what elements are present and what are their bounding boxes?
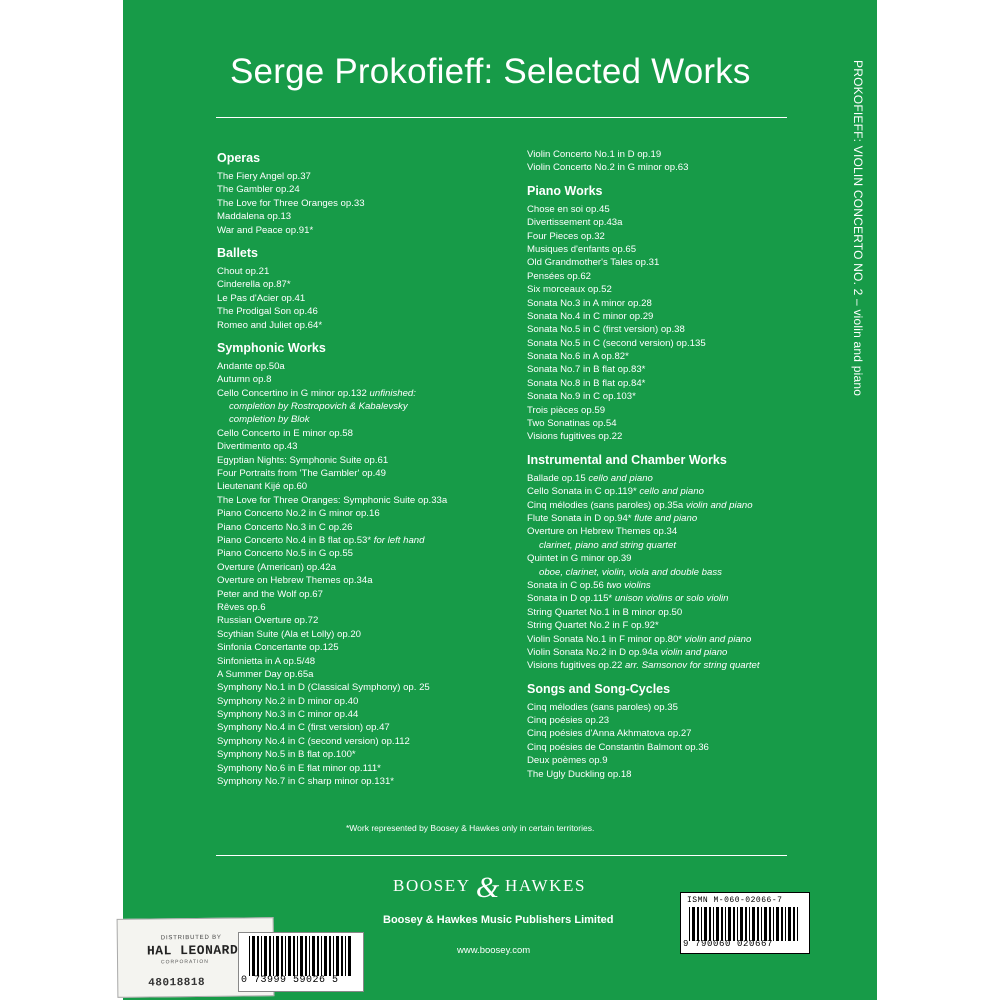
work-title: Flute Sonata in D op.94*: [527, 512, 632, 524]
work-item: [217, 197, 517, 210]
work-title: Musiques d'enfants op.65: [527, 243, 637, 255]
work-item: [217, 265, 517, 278]
barcode-bar: [740, 907, 743, 941]
barcode-bar: [692, 907, 695, 941]
distributed-by-label: DISTRIBUTED BY: [160, 934, 222, 942]
work-title: Cello Sonata in C op.119*: [527, 486, 637, 498]
work-title: Cinq poésies op.23: [527, 715, 610, 727]
work-list: [217, 170, 517, 237]
barcode-bar: [293, 936, 295, 976]
logo-ampersand: &: [475, 871, 500, 904]
barcode-bar: [297, 936, 298, 976]
work-title: Egyptian Nights: Symphonic Suite op.61: [217, 454, 389, 466]
work-item: [217, 601, 517, 614]
work-title: Romeo and Juliet op.64*: [217, 319, 323, 331]
work-item: [217, 588, 517, 601]
work-title: The Fiery Angel op.37: [217, 171, 311, 182]
work-title: Overture on Hebrew Themes op.34: [527, 526, 678, 538]
work-item: [217, 480, 517, 493]
cover-page: [123, 0, 877, 1000]
work-title: Symphony No.6 in E flat minor op.111*: [217, 762, 381, 774]
work-item: [217, 292, 517, 305]
ismn-code: ISMN M-060-02066-7: [687, 896, 783, 905]
work-item: [217, 775, 517, 788]
work-title: Symphony No.7 in C sharp minor op.131*: [217, 776, 395, 788]
work-title: Cinq poésies de Constantin Balmont op.36: [527, 741, 709, 753]
work-title: Le Pas d'Acier op.41: [217, 292, 306, 304]
barcode-bar: [721, 907, 723, 941]
barcode-bar: [725, 907, 726, 941]
right-column: [527, 148, 827, 789]
ismn-barcode-label: [680, 892, 810, 954]
work-item: [217, 547, 517, 560]
work-instrumentation: two violins: [603, 579, 651, 591]
work-item: [217, 305, 517, 318]
work-item: [217, 319, 517, 332]
work-title: Sonata No.8 in B flat op.84*: [527, 377, 646, 389]
barcode-bar: [264, 936, 267, 976]
work-title: Cello Concerto in E minor op.58: [217, 427, 353, 439]
work-title: Sonata No.6 in A op.82*: [527, 351, 629, 363]
distributor-number: 48018818: [148, 976, 206, 990]
barcode-bar: [269, 936, 271, 976]
work-item: [217, 224, 517, 237]
work-title: Autumn op.8: [217, 374, 272, 386]
distributor-name: HAL LEONARD: [146, 942, 239, 959]
barcode-bar: [776, 907, 779, 941]
work-item: [217, 440, 517, 453]
work-title: The Love for Three Oranges: Symphonic Suite op.33a: [217, 494, 448, 506]
barcode-bar: [697, 907, 699, 941]
barcode-bar: [709, 907, 711, 941]
work-item: [217, 427, 517, 440]
work-title: Four Pieces op.32: [527, 230, 605, 242]
work-title: Two Sonatinas op.54: [527, 418, 617, 430]
work-title: Sinfonia Concertante op.125: [217, 642, 339, 654]
work-title: The Love for Three Oranges op.33: [217, 197, 365, 209]
work-item: [527, 768, 827, 781]
work-instrumentation: flute and piano: [631, 512, 698, 524]
work-item: [217, 387, 517, 400]
barcode-bar: [309, 936, 310, 976]
work-title: War and Peace op.91*: [217, 224, 314, 236]
work-title: Symphony No.1 in D (Classical Symphony) op. 25: [217, 682, 430, 694]
work-item: [527, 701, 827, 714]
work-list: [217, 265, 517, 332]
work-title: Sonata No.4 in C minor op.29: [527, 310, 654, 322]
barcode-bar: [793, 907, 795, 941]
barcode-bar: [764, 907, 767, 941]
work-item: [217, 521, 517, 534]
work-title: Piano Concerto No.4 in B flat op.53*: [217, 534, 372, 546]
publisher-logo: [393, 871, 586, 905]
work-instrumentation: violin and piano: [682, 633, 752, 645]
website-url: www.boosey.com: [457, 945, 531, 956]
work-title: Cinq mélodies (sans paroles) op.35: [527, 701, 678, 713]
work-item: [527, 203, 827, 216]
work-item: [217, 413, 517, 426]
work-item: [527, 525, 827, 538]
work-title: Symphony No.4 in C (first version) op.47: [217, 722, 390, 734]
barcode-bar: [761, 907, 762, 941]
ismn-digits: 9 790060 020667: [683, 939, 774, 949]
work-instrumentation: violin and piano: [683, 499, 753, 511]
work-item: [217, 668, 517, 681]
publisher-name: Boosey & Hawkes Music Publishers Limited: [383, 914, 614, 926]
upc-barcode-label: [238, 932, 364, 992]
work-item: [527, 741, 827, 754]
work-item: [527, 659, 827, 672]
barcode-bar: [324, 936, 327, 976]
work-item: [527, 592, 827, 605]
work-item: [527, 646, 827, 659]
work-title: Russian Overture op.72: [217, 615, 319, 627]
work-title: Ballade op.15: [527, 472, 586, 484]
work-item: [527, 633, 827, 646]
work-title: The Prodigal Son op.46: [217, 306, 318, 318]
top-rule: [216, 117, 787, 118]
barcode-bar: [749, 907, 750, 941]
work-title: completion by Rostropovich & Kabalevsky: [229, 401, 408, 413]
work-item: [527, 337, 827, 350]
barcode-bar: [348, 936, 351, 976]
work-title: Divertimento op.43: [217, 441, 298, 453]
work-title: Four Portraits from 'The Gambler' op.49: [217, 468, 386, 480]
work-instrumentation: cello and piano: [585, 472, 653, 484]
work-item: [527, 754, 827, 767]
ismn-barcode-icon: [689, 907, 801, 941]
barcode-bar: [773, 907, 774, 941]
work-title: String Quartet No.1 in B minor op.50: [527, 606, 683, 618]
work-item: [527, 606, 827, 619]
work-title: Chout op.21: [217, 265, 270, 277]
work-item: [527, 727, 827, 740]
work-item: [217, 183, 517, 196]
work-item: [527, 430, 827, 443]
work-item: [217, 695, 517, 708]
barcode-bar: [273, 936, 274, 976]
work-title: Violin Sonata No.1 in F minor op.80*: [527, 633, 683, 645]
section-heading: Instrumental and Chamber Works: [527, 452, 727, 467]
work-title: Six morceaux op.52: [527, 284, 612, 296]
barcode-bar: [769, 907, 771, 941]
work-item: [527, 297, 827, 310]
barcode-bar: [312, 936, 315, 976]
barcode-bar: [281, 936, 283, 976]
work-item: [217, 278, 517, 291]
barcode-bar: [781, 907, 783, 941]
work-item: [217, 628, 517, 641]
work-item: [527, 377, 827, 390]
distributor-corp: CORPORATION: [161, 958, 209, 966]
work-item: [217, 735, 517, 748]
work-item: [527, 390, 827, 403]
work-title: Overture on Hebrew Themes op.34a: [217, 575, 373, 587]
barcode-bar: [321, 936, 322, 976]
barcode-bar: [317, 936, 319, 976]
work-item: [527, 619, 827, 632]
work-title: Pensées op.62: [527, 270, 592, 282]
work-title: Visions fugitives op.22: [527, 660, 623, 672]
work-instrumentation: arr. Samsonov for string quartet: [622, 660, 760, 672]
work-item: [217, 454, 517, 467]
work-title: Visions fugitives op.22: [527, 431, 623, 443]
work-item: [527, 404, 827, 417]
work-title: Symphony No.5 in B flat op.100*: [217, 749, 356, 761]
work-item: [527, 323, 827, 336]
section-heading: Ballets: [217, 245, 258, 260]
work-title: Symphony No.3 in C minor op.44: [217, 709, 359, 721]
work-item: [527, 270, 827, 283]
work-item: [217, 210, 517, 223]
work-item: [527, 485, 827, 498]
work-title: Peter and the Wolf op.67: [217, 588, 323, 600]
section-heading: Songs and Song-Cycles: [527, 681, 671, 696]
work-list: [527, 148, 827, 175]
work-item: [527, 310, 827, 323]
work-title: clarinet, piano and string quartet: [539, 539, 677, 551]
barcode-bar: [701, 907, 702, 941]
page-title: Serge Prokofieff: Selected Works: [230, 52, 751, 91]
logo-left-word: BOOSEY: [393, 876, 470, 895]
work-item: [217, 360, 517, 373]
work-list: [527, 203, 827, 444]
work-instrumentation: unison violins or solo violin: [612, 593, 729, 605]
work-title: Maddalena op.13: [217, 211, 292, 223]
work-title: oboe, clarinet, violin, viola and double bass: [539, 566, 722, 578]
work-title: Violin Concerto No.2 in G minor op.63: [527, 162, 689, 174]
barcode-bar: [733, 907, 735, 941]
work-item: [217, 373, 517, 386]
barcode-bar: [757, 907, 759, 941]
work-title: Piano Concerto No.3 in C op.26: [217, 521, 353, 533]
barcode-bar: [285, 936, 286, 976]
work-title: The Ugly Duckling op.18: [527, 768, 632, 780]
bottom-rule: [216, 855, 787, 856]
work-item: [527, 499, 827, 512]
work-title: Violin Concerto No.1 in D op.19: [527, 149, 662, 160]
work-title: Divertissement op.43a: [527, 217, 623, 229]
work-item: [217, 641, 517, 654]
work-item: [527, 216, 827, 229]
work-item: [217, 721, 517, 734]
left-column: [217, 150, 517, 796]
section-heading: Operas: [217, 151, 261, 165]
work-title: String Quartet No.2 in F op.92*: [527, 620, 659, 632]
work-item: [527, 472, 827, 485]
work-item: [527, 161, 827, 174]
work-title: Cinq poésies d'Anna Akhmatova op.27: [527, 728, 692, 740]
barcode-bar: [252, 936, 255, 976]
work-item: [527, 714, 827, 727]
work-title: Rêves op.6: [217, 601, 266, 613]
barcode-bar: [737, 907, 738, 941]
work-item: [527, 243, 827, 256]
barcode-bar: [257, 936, 259, 976]
work-item: [527, 512, 827, 525]
work-instrumentation: violin and piano: [658, 646, 728, 658]
work-item: [527, 579, 827, 592]
work-title: Sonata No.9 in C op.103*: [527, 391, 636, 403]
work-title: Symphony No.4 in C (second version) op.112: [217, 735, 410, 747]
work-item: [217, 507, 517, 520]
work-title: Symphony No.2 in D minor op.40: [217, 695, 359, 707]
work-item: [217, 561, 517, 574]
work-title: Violin Sonata No.2 in D op.94a: [527, 646, 659, 658]
work-title: Sonata No.5 in C (second version) op.135: [527, 337, 706, 349]
barcode-bar: [329, 936, 331, 976]
work-list: [527, 472, 827, 673]
work-item: [217, 400, 517, 413]
work-item: [217, 681, 517, 694]
barcode-bar: [745, 907, 747, 941]
barcode-bar: [345, 936, 346, 976]
barcode-bar: [341, 936, 343, 976]
barcode-bar: [288, 936, 291, 976]
work-item: [217, 467, 517, 480]
work-item: [527, 363, 827, 376]
work-title: Scythian Suite (Ala et Lolly) op.20: [217, 628, 361, 640]
work-item: [217, 494, 517, 507]
barcode-bar: [276, 936, 279, 976]
section-heading: Piano Works: [527, 183, 603, 198]
work-item: [527, 566, 827, 579]
barcode-bar: [689, 907, 690, 941]
work-title: Chose en soi op.45: [527, 203, 610, 215]
work-title: Quintet in G minor op.39: [527, 553, 632, 565]
work-item: [527, 539, 827, 552]
work-title: Old Grandmother's Tales op.31: [527, 257, 660, 269]
work-item: [217, 614, 517, 627]
upc-barcode-icon: [249, 936, 353, 976]
work-item: [527, 417, 827, 430]
work-title: Sonata No.3 in A minor op.28: [527, 297, 652, 309]
work-title: Deux poèmes op.9: [527, 755, 608, 767]
upc-digits: 0 73999 59026 5: [241, 975, 339, 986]
work-item: [217, 748, 517, 761]
barcode-bar: [704, 907, 707, 941]
logo-right-word: HAWKES: [505, 876, 587, 895]
barcode-bar: [249, 936, 250, 976]
work-title: Lieutenant Kijé op.60: [217, 481, 308, 493]
barcode-bar: [305, 936, 307, 976]
work-item: [217, 708, 517, 721]
work-title: Sonata in C op.56: [527, 579, 604, 591]
work-title: A Summer Day op.65a: [217, 668, 314, 680]
work-title: Piano Concerto No.5 in G op.55: [217, 548, 353, 560]
work-item: [217, 762, 517, 775]
work-title: Cello Concertino in G minor op.132: [217, 387, 367, 399]
barcode-bar: [788, 907, 791, 941]
barcode-bar: [336, 936, 339, 976]
work-title: Sonata in D op.115*: [527, 593, 613, 605]
work-item: [527, 256, 827, 269]
work-title: Andante op.50a: [217, 360, 285, 372]
barcode-bar: [261, 936, 262, 976]
work-instrumentation: for left hand: [371, 534, 425, 546]
work-item: [217, 655, 517, 668]
work-title: completion by Blok: [229, 414, 310, 426]
work-title: Sonata No.5 in C (first version) op.38: [527, 324, 685, 336]
work-title: Trois pièces op.59: [527, 404, 606, 416]
barcode-bar: [716, 907, 719, 941]
work-list: [217, 360, 517, 789]
footnote: *Work represented by Boosey & Hawkes only in certain territories.: [346, 823, 595, 833]
work-item: [527, 350, 827, 363]
work-item: [527, 552, 827, 565]
work-item: [527, 148, 827, 161]
work-title: Cinq mélodies (sans paroles) op.35a: [527, 499, 684, 511]
work-item: [217, 170, 517, 183]
work-list: [527, 701, 827, 781]
work-item: [217, 534, 517, 547]
work-instrumentation: unfinished:: [366, 387, 416, 399]
work-title: Cinderella op.87*: [217, 279, 291, 291]
barcode-bar: [785, 907, 786, 941]
work-item: [527, 230, 827, 243]
work-title: Overture (American) op.42a: [217, 561, 336, 573]
barcode-bar: [752, 907, 755, 941]
work-title: Sonata No.7 in B flat op.83*: [527, 364, 646, 376]
work-title: The Gambler op.24: [217, 184, 300, 196]
work-title: Sinfonietta in A op.5/48: [217, 655, 316, 667]
barcode-bar: [333, 936, 334, 976]
barcode-bar: [300, 936, 303, 976]
barcode-bar: [797, 907, 798, 941]
barcode-bar: [713, 907, 714, 941]
work-item: [217, 574, 517, 587]
work-title: Piano Concerto No.2 in G minor op.16: [217, 508, 380, 520]
work-instrumentation: cello and piano: [636, 486, 704, 498]
section-heading: Symphonic Works: [217, 340, 326, 355]
spine-text: PROKOFIEFF: VIOLIN CONCERTO NO. 2 – violin and piano: [851, 60, 865, 397]
work-item: [527, 283, 827, 296]
barcode-bar: [728, 907, 731, 941]
